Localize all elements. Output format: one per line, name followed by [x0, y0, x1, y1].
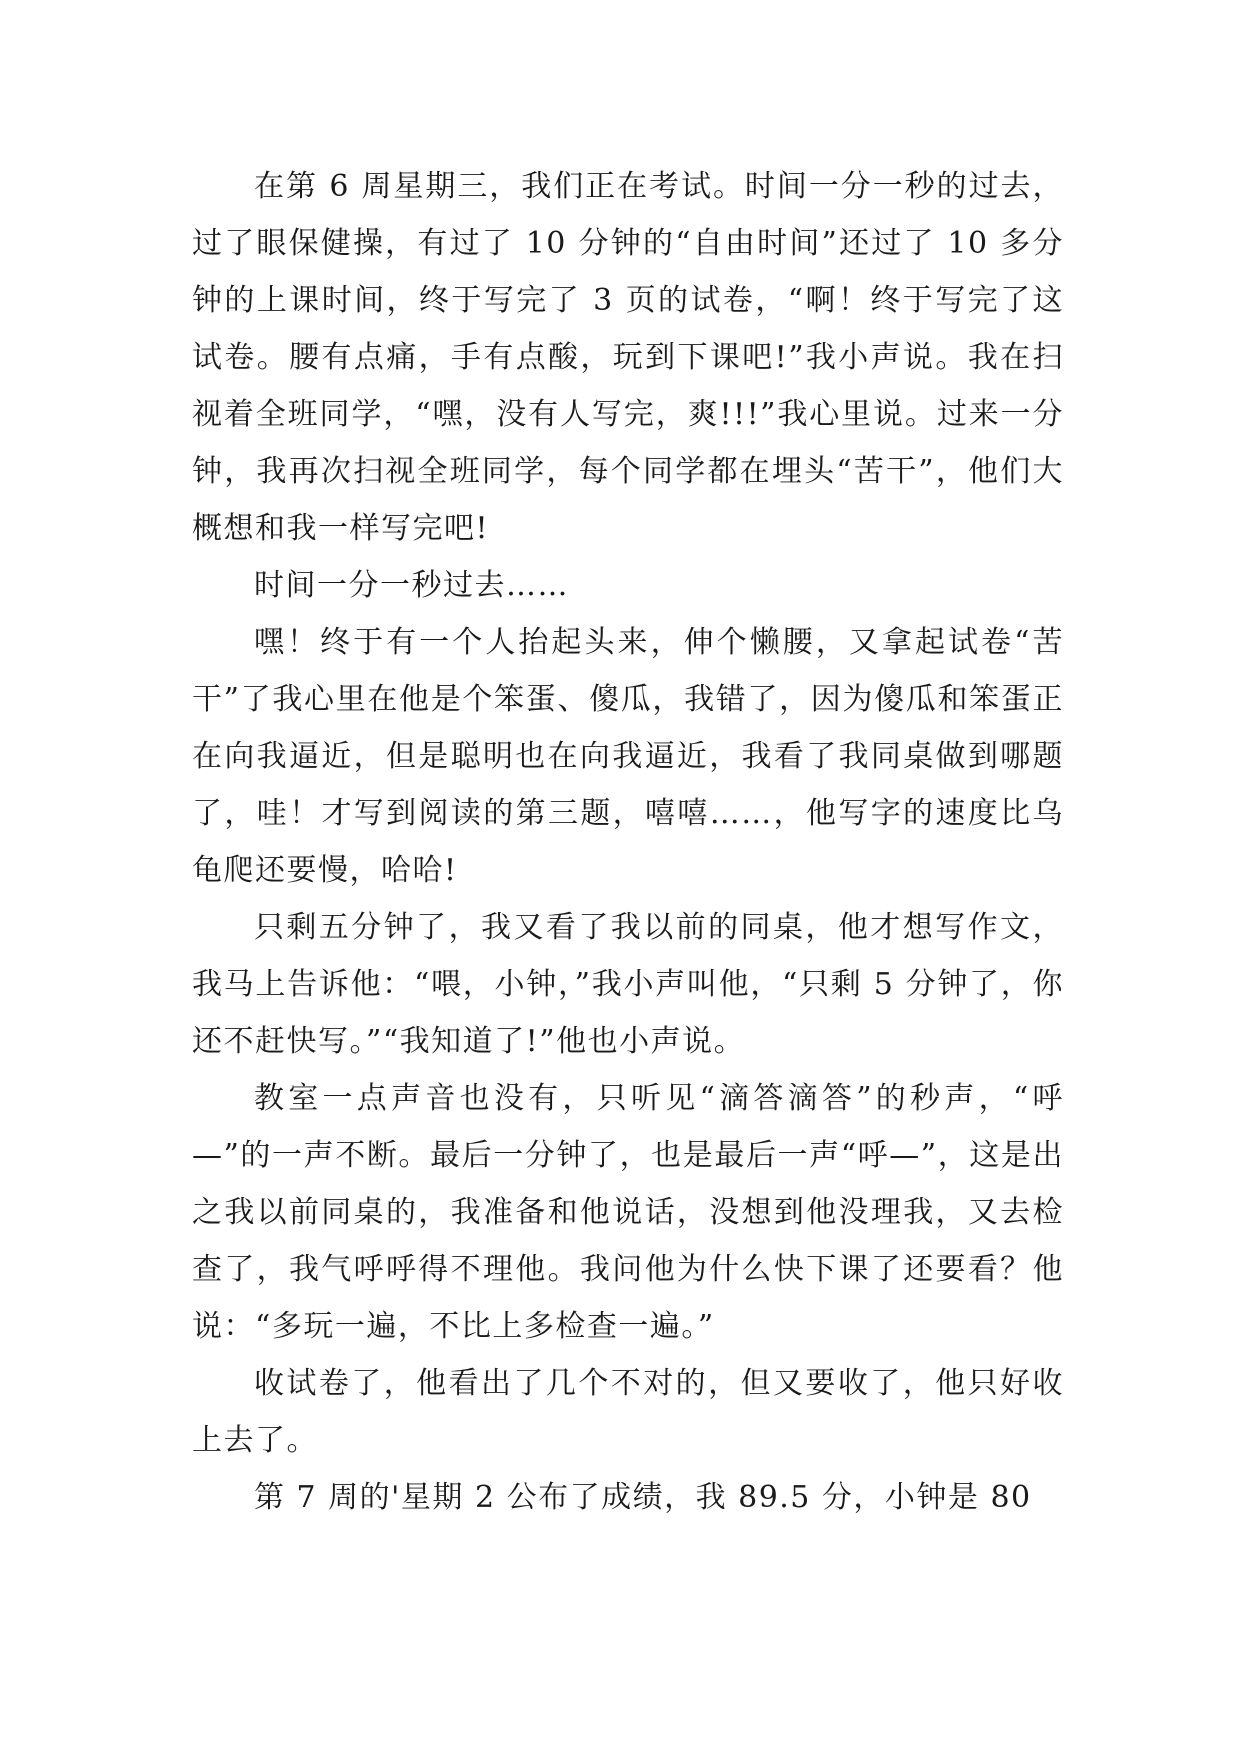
paragraph-5: 教室一点声音也没有，只听见“滴答滴答”的秒声，“呼—”的一声不断。最后一分钟了，也是最后一声“呼—”，这是出之我以前同桌的，我准备和他说话，没想到他没理我，又去检查了，我气呼呼得不理他。我问他为什么快下课了还要看？他说：“多玩一遍，不比上多检查一遍。” — [192, 1081, 1064, 1344]
paragraph-6: 收试卷了，他看出了几个不对的，但又要收了，他只好收上去了。 — [192, 1366, 1064, 1458]
document-body — [192, 158, 1064, 1526]
paragraph-3: 嘿！终于有一个人抬起头来，伸个懒腰，又拿起试卷“苦干”了我心里在他是个笨蛋、傻瓜，我错了，因为傻瓜和笨蛋正在向我逼近，但是聪明也在向我逼近，我看了我同桌做到哪题了，哇！才写到阅读的第三题，嘻嘻……，他写字的速度比乌龟爬还要慢，哈哈! — [192, 625, 1064, 888]
paragraph-2: 时间一分一秒过去…… — [254, 568, 569, 603]
paragraph-4: 只剩五分钟了，我又看了我以前的同桌，他才想写作文，我马上告诉他：“喂，小钟，”我小声叫他，“只剩 5 分钟了，你还不赶快写。”“我知道了!”他也小声说。 — [192, 910, 1064, 1059]
paragraph-1: 在第 6 周星期三，我们正在考试。时间一分一秒的过去，过了眼保健操，有过了 10 分钟的“自由时间”还过了 10 多分钟的上课时间，终于写完了 3 页的试卷，“啊！终于写完了这试卷。腰有点痛，手有点酸，玩到下课吧!”我小声说。我在扫视着全班同学，“嘿，没有人写完，爽!!!”我心里说。过来一分钟，我再次扫视全班同学，每个同学都在埋头“苦干”，他们大概想和我一样写完吧! — [192, 169, 1064, 546]
paragraph-7: 第 7 周的'星期 2 公布了成绩，我 89.5 分，小钟是 80 — [254, 1480, 1032, 1515]
